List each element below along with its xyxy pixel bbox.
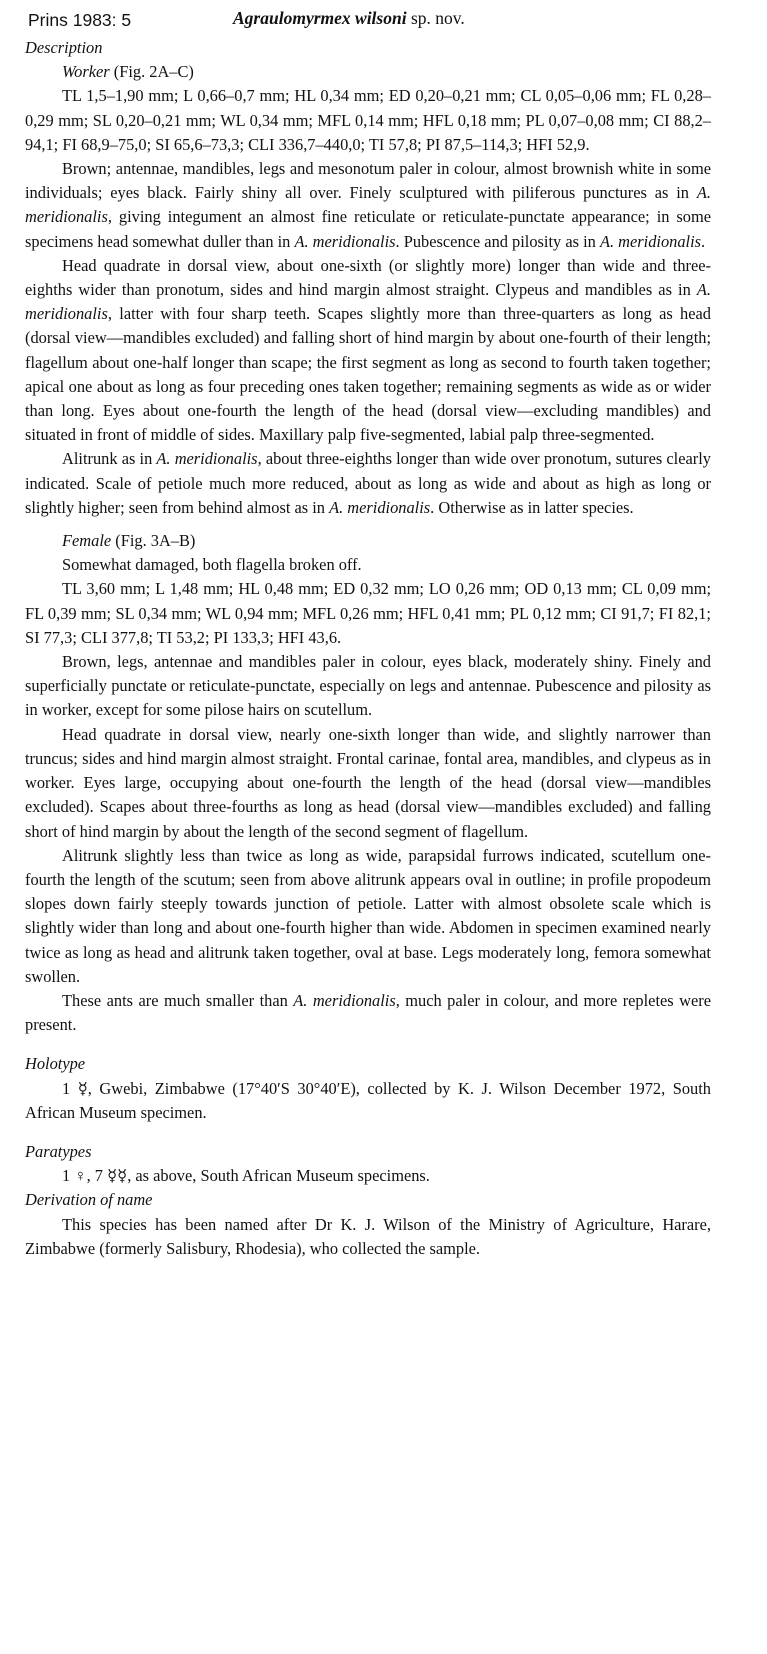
- female-subheading: [25, 529, 711, 553]
- running-head: Prins 1983: 5: [28, 10, 132, 30]
- worker-colour-paragraph: Brown; antennae, mandibles, legs and mesonotum paler in colour, almost brownish white in some individuals; eyes black. Fairly shiny all over. Finely sculptured with piliferous punctures as in A. meridionalis, giving integument an almost fine reticulate or reticulate-punctate appearance; in some specimens head somewhat duller than in A. meridionalis. Pubescence and pilosity as in A. meridionalis.: [25, 159, 711, 251]
- female-label: Female: [62, 531, 112, 551]
- page-header: [0, 6, 767, 36]
- paratypes-text: 1 ♀, 7 ☿☿, as above, South African Museum specimens.: [62, 1166, 430, 1186]
- article-body: [25, 36, 711, 1261]
- female-alitrunk-paragraph: Alitrunk slightly less than twice as long as wide, parapsidal furrows indicated, scutellum one-fourth the length of the scutum; seen from above alitrunk appears oval in outline; in profile propodeum slopes down fairly steeply towards junction of petiole. Latter with almost obsolete scale which is slightly wider than long and about one-fourth higher than wide. Abdomen in specimen examined nearly twice as long as head and alitrunk taken together, oval at base. Legs moderately long, femora somewhat swollen.: [25, 845, 711, 986]
- female-colour-paragraph: Brown, legs, antennae and mandibles paler in colour, eyes black, moderately shiny. Finely and superficially punctate or reticulate-punctate, especially on legs and antennae. Pubescence and pilosity as in worker, except for some pilose hairs on scutellum.: [25, 652, 711, 720]
- female-condition: Somewhat damaged, both flagella broken off.: [62, 555, 362, 575]
- derivation-heading: Derivation of name: [25, 1190, 153, 1210]
- female-fig-ref: (Fig. 3A–B): [111, 531, 196, 551]
- worker-label: Worker: [62, 62, 110, 82]
- derivation-text: This species has been named after Dr K. J. Wilson of the Ministry of Agriculture, Harare, Zimbabwe (formerly Salisbury, Rhodesia), who collected the sample.: [25, 1214, 711, 1258]
- species-title: [233, 8, 465, 29]
- worker-alitrunk-paragraph: Alitrunk as in A. meridionalis, about three-eighths longer than wide over pronotum, sutures clearly indicated. Scale of petiole much more reduced, about as long as wide and about as high as long or slightly higher; seen from behind almost as in A. meridionalis. Otherwise as in latter species.: [25, 449, 711, 517]
- female-head-paragraph: Head quadrate in dorsal view, nearly one-sixth longer than wide, and slightly narrower than truncus; sides and hind margin almost straight. Frontal carinae, fontal area, mandibles, and clypeus as in worker. Eyes large, occupying about one-fourth the length of the head (dorsal view—mandibles excluded). Scapes about three-fourths as long as head (dorsal view—mandibles excluded) and falling short of hind margin by about the length of the second segment of flagellum.: [25, 724, 711, 841]
- comparison-paragraph: These ants are much smaller than A. meridionalis, much paler in colour, and more repletes were present.: [25, 990, 711, 1035]
- worker-fig-ref: (Fig. 2A–C): [109, 62, 194, 82]
- worker-subheading: [25, 60, 711, 84]
- holotype-text: 1 ☿, Gwebi, Zimbabwe (17°40′S 30°40′E), collected by K. J. Wilson December 1972, South African Museum specimen.: [25, 1078, 711, 1122]
- species-name: Agraulomyrmex wilsoni: [233, 8, 407, 28]
- female-measurements: TL 3,60 mm; L 1,48 mm; HL 0,48 mm; ED 0,32 mm; LO 0,26 mm; OD 0,13 mm; CL 0,09 mm; FL 0,39 mm; SL 0,34 mm; WL 0,94 mm; MFL 0,26 mm; HFL 0,41 mm; PL 0,12 mm; CI 91,7; FI 82,1; SI 77,3; CLI 377,8; TI 53,2; PI 133,3; HFI 43,6.: [25, 579, 711, 647]
- paratypes-heading: Paratypes: [25, 1141, 92, 1161]
- holotype-heading: Holotype: [25, 1054, 86, 1074]
- worker-measurements: TL 1,5–1,90 mm; L 0,66–0,7 mm; HL 0,34 mm; ED 0,20–0,21 mm; CL 0,05–0,06 mm; FL 0,28–0,29 mm; SL 0,20–0,21 mm; WL 0,34 mm; MFL 0,14 mm; HFL 0,18 mm; PL 0,07–0,08 mm; CI 88,2–94,1; FI 68,9–75,0; SI 65,6–73,3; CLI 336,7–440,0; TI 57,8; PI 87,5–114,3; HFI 52,9.: [25, 86, 711, 154]
- species-suffix: sp. nov.: [406, 8, 465, 28]
- worker-head-paragraph: Head quadrate in dorsal view, about one-sixth (or slightly more) longer than wide and three-eighths wider than pronotum, sides and hind margin almost straight. Clypeus and mandibles as in A. meridionalis, latter with four sharp teeth. Scapes slightly more than three-quarters as long as head (dorsal view—mandibles excluded) and falling short of hind margin by about one-fourth of their length; flagellum about one-half longer than scape; the first segment as long as second to fourth taken together; apical one about as long as four preceding ones taken together; remaining segments as wide as or wider than long. Eyes about one-fourth the length of the head (dorsal view—excluding mandibles) and situated in front of middle of sides. Maxillary palp five-segmented, labial palp three-segmented.: [25, 255, 711, 445]
- description-heading: Description: [25, 38, 103, 57]
